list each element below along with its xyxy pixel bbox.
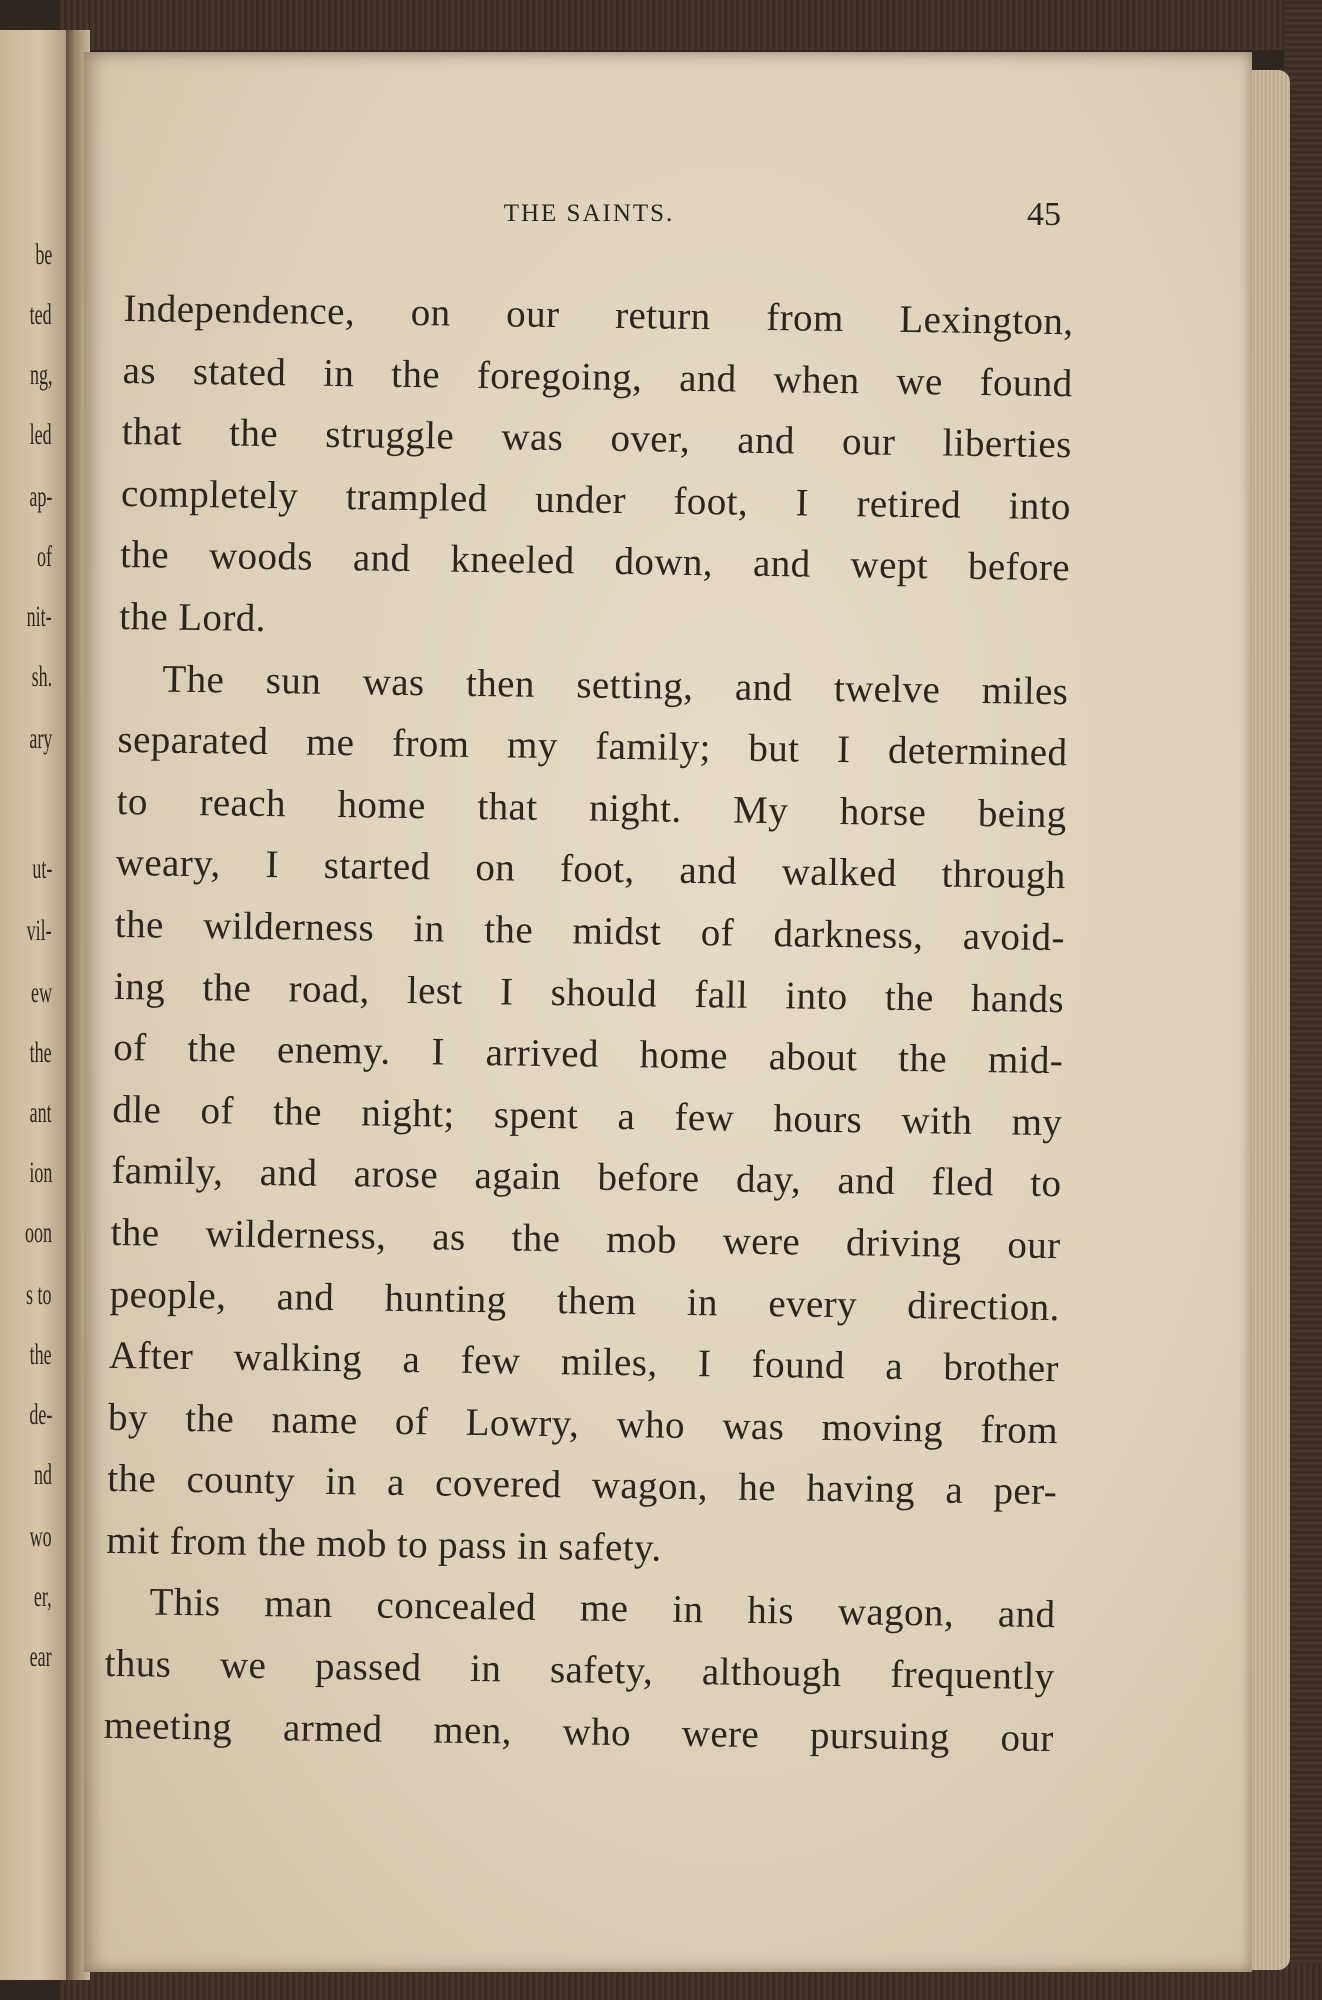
text-line: mit from the mob to pass in safety.	[106, 1518, 662, 1570]
text-line: the Lord.	[118, 594, 267, 640]
text-line: by the name of Lowry, who was moving from	[107, 1395, 1059, 1452]
text-line: meeting armed men, who were pursuing our	[103, 1703, 1055, 1760]
facing-page-fragment: nd	[34, 1458, 52, 1491]
text-line: family, and arose again before day, and fled to	[111, 1149, 1062, 1206]
facing-page-fragment: ion	[28, 1156, 52, 1189]
facing-page-fragment: ary	[29, 722, 52, 755]
facing-page-fragment: led	[30, 418, 52, 451]
text-line: that the struggle was over, and our liberties	[121, 410, 1073, 467]
text-line: ing the road, lest I should fall into the hands	[113, 964, 1065, 1021]
text-line: people, and hunting them in every direction.	[109, 1272, 1061, 1329]
text-line: the wilderness, as the mob were driving our	[110, 1210, 1061, 1268]
facing-page-fragment: ap-	[29, 480, 52, 513]
text-line: dle of the night; spent a few hours with my	[112, 1087, 1063, 1144]
text-line: The sun was then setting, and twelve miles	[162, 657, 1069, 713]
facing-page-fragment: ted	[30, 298, 52, 331]
body-text	[103, 278, 1074, 1769]
facing-page-fragment: oon	[24, 1216, 52, 1249]
facing-page-fragment: sh.	[31, 660, 52, 693]
facing-page-fragment: ant	[30, 1096, 52, 1129]
text-line: completely trampled under foot, I retired into	[120, 471, 1072, 529]
facing-page-fragment: s to	[26, 1278, 52, 1311]
text-line: the wilderness in the midst of darkness, avoid-	[114, 902, 1066, 960]
facing-page-fragment: vil-	[26, 914, 52, 947]
text-line: of the enemy. I arrived home about the mid-	[112, 1026, 1064, 1083]
facing-page-fragment: the	[30, 1036, 52, 1069]
text-line: weary, I started on foot, and walked through	[115, 841, 1067, 898]
text-line: thus we passed in safety, although frequently	[104, 1641, 1055, 1699]
facing-page-fragment: ew	[31, 976, 52, 1009]
facing-page-fragment: ng,	[29, 358, 52, 391]
text-line: After walking a few miles, I found a brother	[108, 1333, 1060, 1391]
facing-page-strip	[0, 30, 72, 1980]
facing-page-fragment: of	[37, 540, 52, 573]
facing-page-fragment: de-	[29, 1398, 52, 1431]
facing-page-fragment: ut-	[32, 852, 52, 885]
facing-page-fragment: the	[30, 1338, 52, 1371]
cover-top-edge	[60, 0, 1322, 50]
running-head: THE SAINTS.	[503, 200, 675, 227]
text-line: the woods and kneeled down, and wept before	[119, 533, 1071, 590]
facing-page-fragment: be	[35, 238, 52, 271]
text-line: the county in a covered wagon, he having a per-	[106, 1457, 1058, 1514]
facing-page-fragment: er,	[34, 1580, 52, 1613]
text-line: This man concealed me in his wagon, and	[149, 1580, 1056, 1637]
text-line: to reach home that night. My horse being	[116, 779, 1067, 836]
text-line: separated me from my family; but I determined	[117, 718, 1068, 775]
book-page	[84, 52, 1252, 1972]
facing-page-fragment: nit-	[26, 600, 52, 633]
facing-page-fragment: wo	[29, 1520, 52, 1553]
text-line: as stated in the foregoing, and when we found	[122, 348, 1073, 405]
facing-page-fragment: ear	[30, 1640, 52, 1673]
text-line: Independence, on our return from Lexington,	[123, 286, 1074, 344]
page-number: 45	[1027, 196, 1061, 233]
